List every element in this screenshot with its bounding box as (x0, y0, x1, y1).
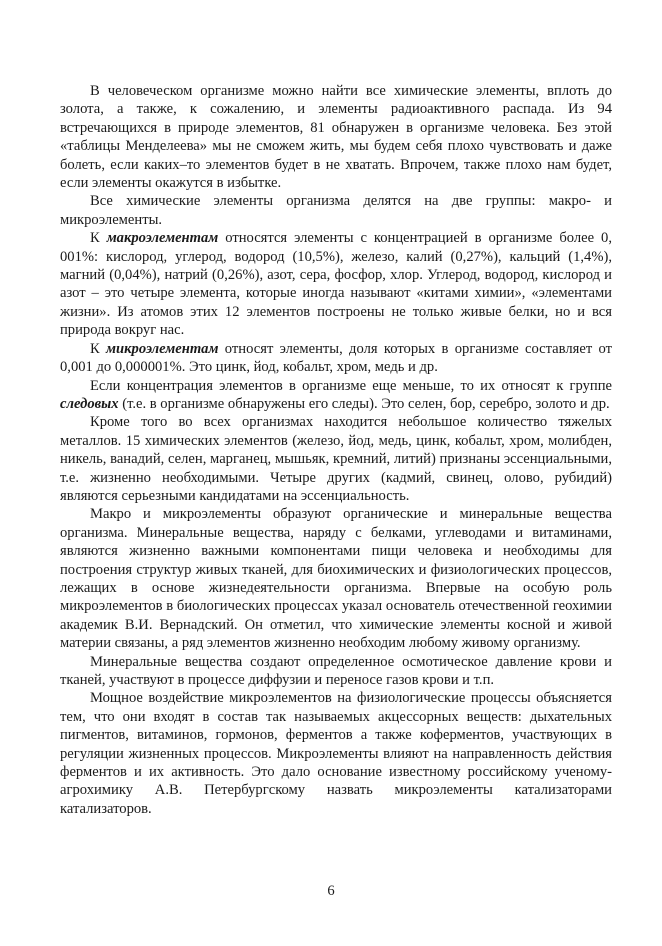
paragraph-text: относятся элементы с концентрацией в организме более 0, 001%: кислород, углерод, водород (10,5%), железо, калий (0,27%), кальций (1,4%), магний (0,04%), натрий (0,26%), азот, сера, фосфор, хлор. Углерод, водород, кислород и азот – это четыре элемента, которые иногда называют «китами химии», «элементами жизни». Из атомов этих 12 элементов построены не только живые белки, но и вся природа вокруг нас. (60, 230, 613, 339)
paragraph-two-groups (60, 192, 612, 229)
paragraph-catalysts (60, 689, 612, 818)
paragraph-macroelements (60, 229, 612, 339)
term-trace: следовых (60, 395, 119, 412)
paragraph-mineral-substances (60, 505, 612, 652)
paragraph-text: Мощное воздействие микроэлементов на физиологические процессы объясняется тем, что они входят в состав так называемых акцессорных веществ: дыхательных пигментов, витаминов, гормонов, ферментов а также коферментов, участвующих в регуляции жизненных процессов. Микроэлементы влияют на направленность действия ферментов и их активность. Это дало основание известному российскому ученому-агрохимику А.В. Петербургскому назвать микроэлементы катализаторами катализаторов. (60, 690, 612, 817)
paragraph-text: относят элементы, доля которых в организме составляет от 0,001 до 0,000001%. Это цинк, йод, кобальт, хром, медь и др. (60, 340, 612, 376)
paragraph-text: Все химические элементы организма делятся на две группы: макро- и микроэлементы. (60, 193, 612, 228)
term-microelements: микроэлементам (106, 340, 219, 357)
paragraph-text: (т.е. в организме обнаружены его следы). Это селен, бор, серебро, золото и др. (118, 395, 610, 412)
paragraph-trace-elements (60, 377, 612, 414)
paragraph-text: Макро и микроэлементы образуют органические и минеральные вещества организма. Минеральные вещества, наряду с белками, углеводами и витаминами, являются жизненно важными компонентами пищи человека и необходимы для построения структур живых тканей, для биохимических и физиологических процессов, лежащих в основе жизнедеятельности организма. Впервые на особую роль микроэлементов в биологических процессах указал основатель отечественной геохимии академик В.И. Вернадский. Он отметил, что химические элементы косной и живой материи связаны, а ряд элементов жизненно необходим любому живому организму. (60, 506, 612, 652)
page-body (60, 82, 612, 818)
paragraph-lead: Если концентрация элементов в организме еще меньше, то их относят к группе (90, 377, 612, 394)
paragraph-heavy-metals (60, 413, 612, 505)
paragraph-text: Кроме того во всех организмах находится небольшое количество тяжелых металлов. 15 химических элементов (железо, йод, медь, цинк, кобальт, хром, молибден, никель, ванадий, селен, марганец, мышьяк, кремний, литий) признаны эссенциальными, т.е. жизненно необходимыми. Четыре других (кадмий, свинец, олово, рубидий) являются серьезными кандидатами на эссенциальность. (60, 414, 612, 504)
paragraph-elements-in-body (60, 82, 612, 192)
paragraph-lead: К (90, 230, 107, 247)
term-macroelements: макроэлементам (106, 230, 219, 247)
paragraph-text: В человеческом организме можно найти все химические элементы, вплоть до золота, а также, к сожалению, и элементы радиоактивного распада. Из 94 встречающихся в природе элементов, 81 обнаружен в организме человека. Без этой «таблицы Менделеева» мы не сможем жить, мы будем себя плохо чувствовать и даже болеть, если каких–то элементов будет в не хватать. Впрочем, также плохо нам будет, если элементы окажутся в избытке. (60, 83, 612, 192)
paragraph-lead: К (90, 340, 107, 357)
page-number: 6 (327, 883, 335, 899)
paragraph-microelements (60, 340, 612, 377)
paragraph-text: Минеральные вещества создают определенное осмотическое давление крови и тканей, участвуют в процессе диффузии и переносе газов крови и т.п. (60, 653, 612, 688)
paragraph-osmotic-pressure (60, 653, 612, 690)
